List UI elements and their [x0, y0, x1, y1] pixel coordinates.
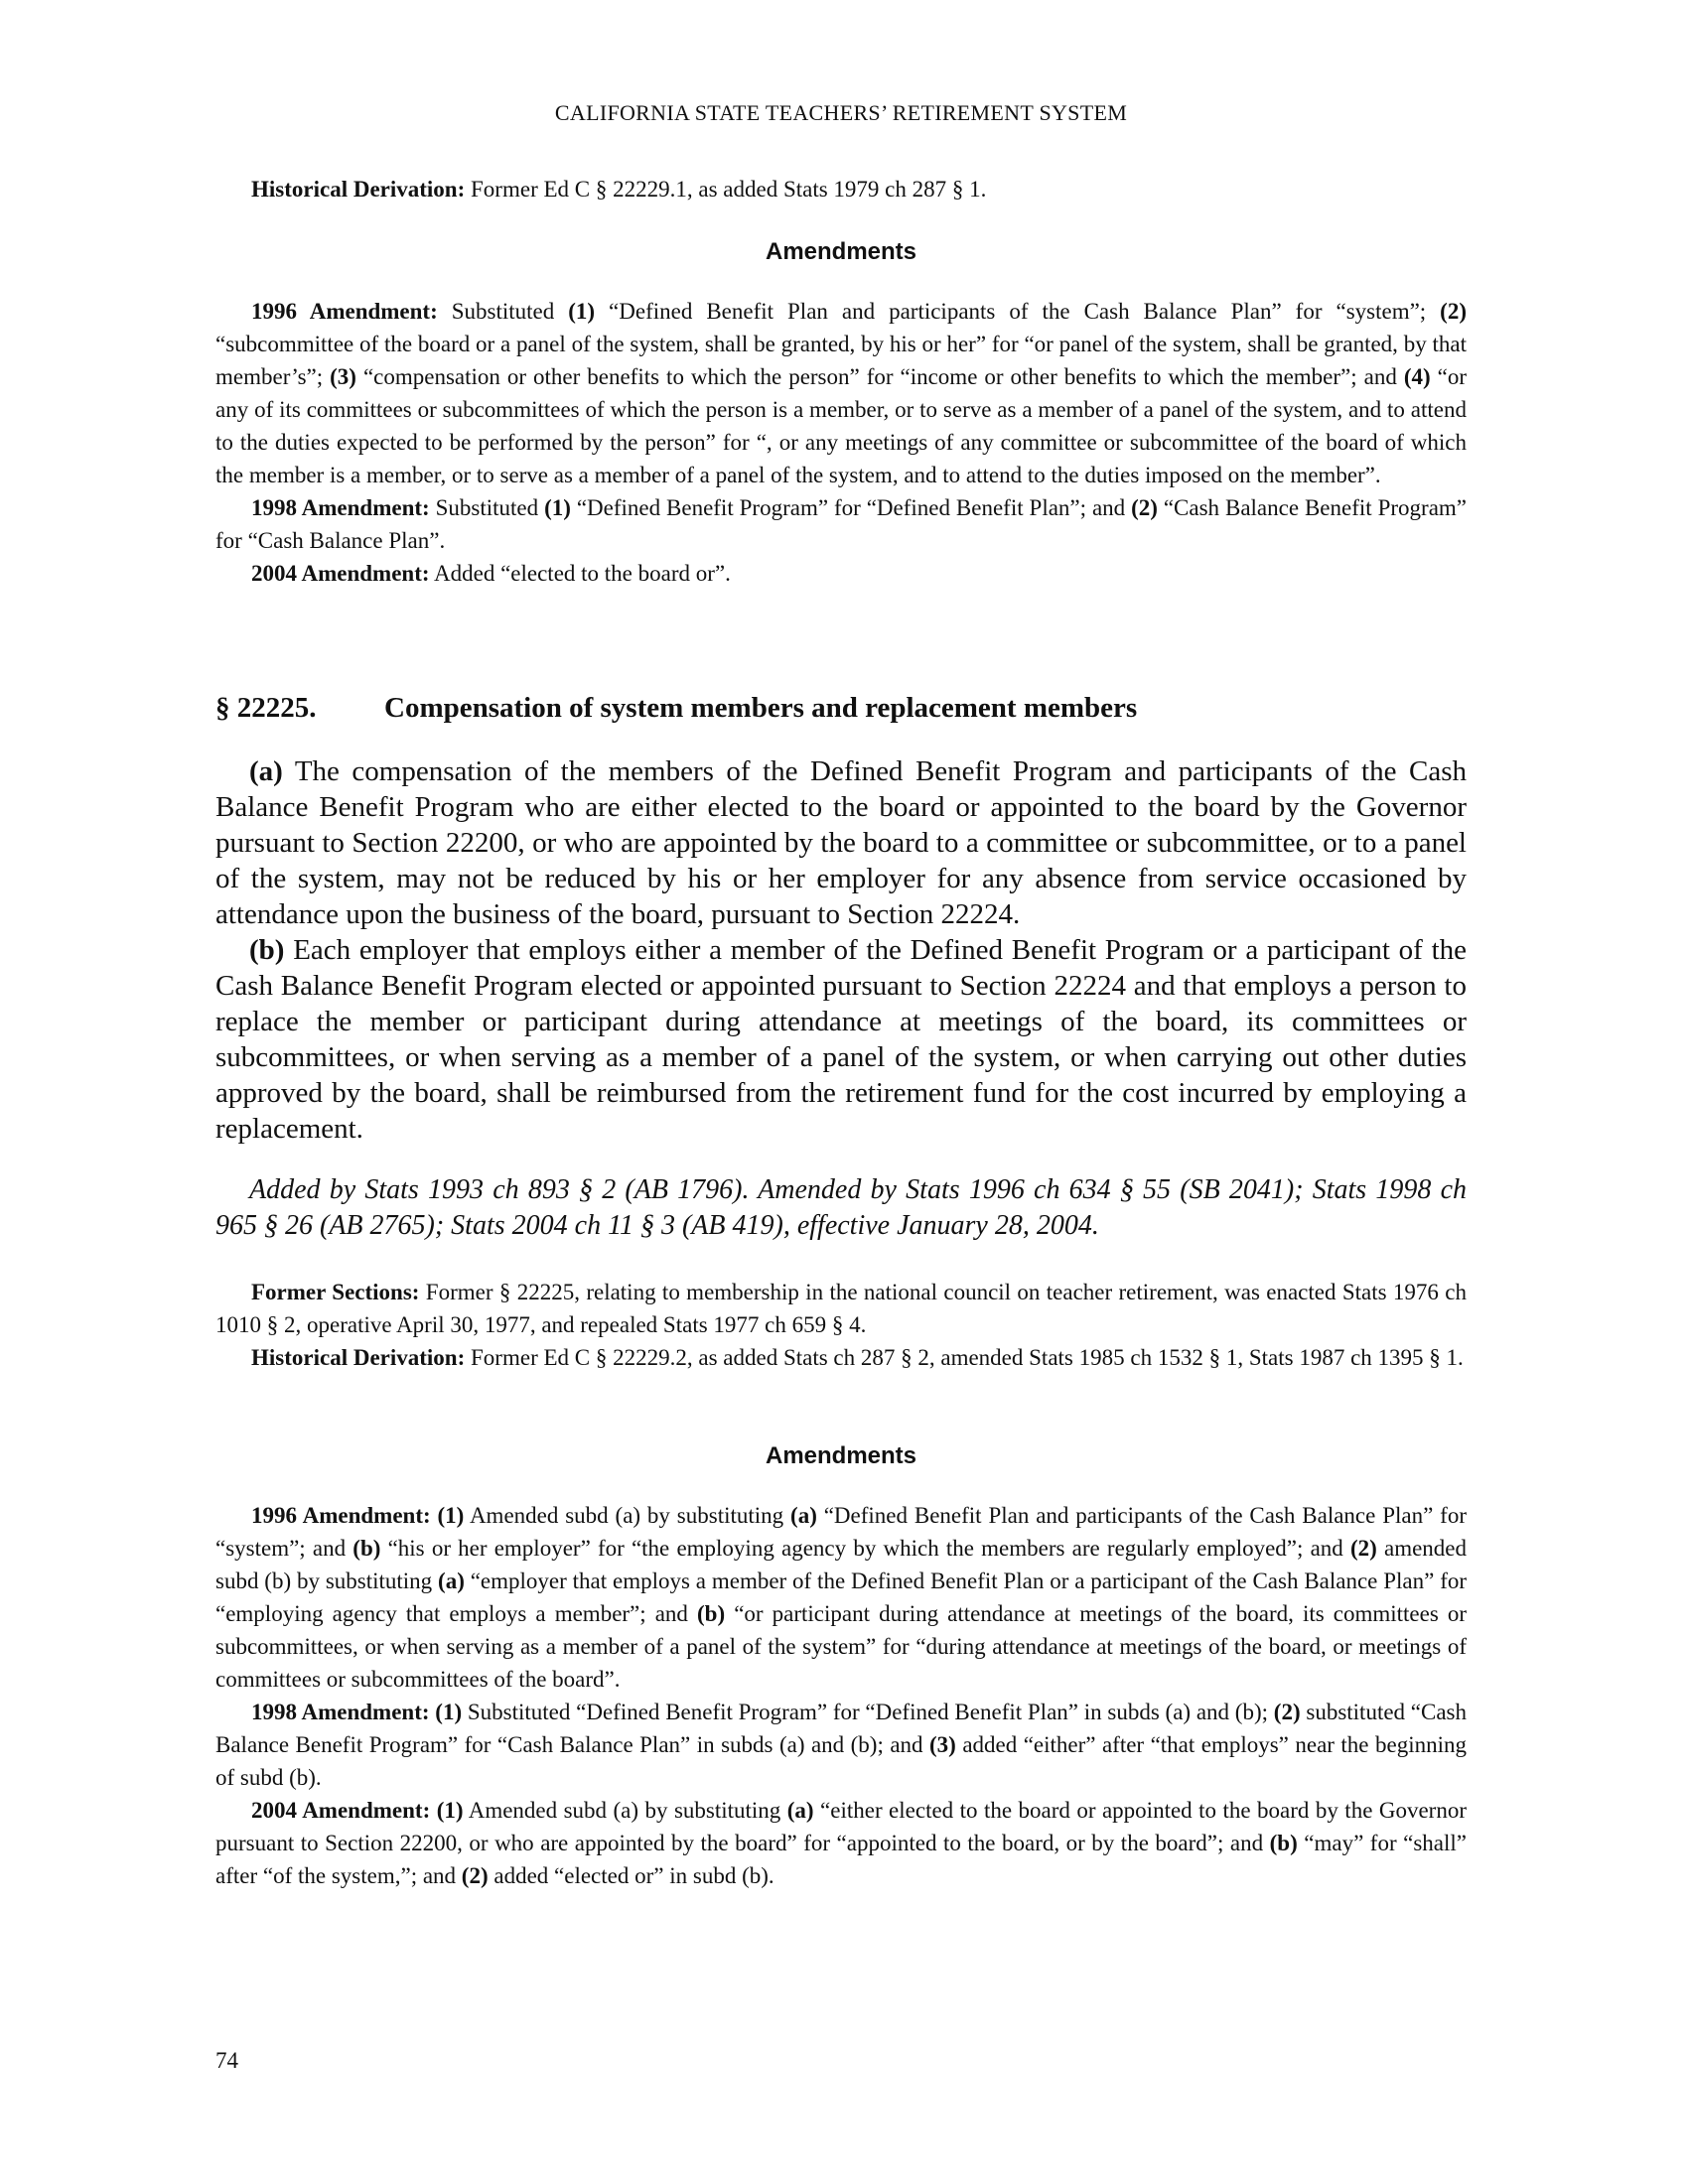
text-run: added “elected or” in subd (b).: [488, 1863, 774, 1888]
amendments-list: [215, 295, 1467, 590]
paragraph: [215, 1696, 1467, 1794]
paragraph: [215, 753, 1467, 932]
section-title: Compensation of system members and replacement members: [384, 692, 1138, 724]
text-run: “his or her employer” for “the employing agency by which the members are regularly employed”; and: [380, 1536, 1350, 1561]
paragraph: [215, 295, 1467, 491]
bold-run: (3): [929, 1732, 956, 1757]
amendments-list: [215, 1499, 1467, 1892]
former-sections-notes: [215, 1276, 1467, 1374]
section-heading: [215, 692, 1467, 725]
bold-run: 2004 Amendment:: [251, 561, 430, 586]
bold-run: (a): [249, 755, 283, 787]
running-head: CALIFORNIA STATE TEACHERS’ RETIREMENT SYSTEM: [554, 100, 1128, 125]
text-run: “may” for “shall” after “of the system,”; and: [215, 1831, 1467, 1888]
bold-run: (1): [568, 299, 596, 324]
statute-text: [215, 753, 1467, 1147]
text-run: Amended subd (a) by substituting: [463, 1798, 787, 1823]
text-run: “or any of its committees or subcommittees of which the person is a member, or to serve as a member of a panel of the system, and to attend to the duties expected to be performed by the person” for “, or any meetings of any committee or subcommittee of the board of which the member is a member, or to serve as a member of a panel of the system, and to attend to the duties imposed on the member”.: [215, 364, 1468, 487]
historical-derivation-label: Historical Derivation:: [251, 177, 466, 202]
paragraph: [215, 1341, 1467, 1374]
text-run: “subcommittee of the board or a panel of the system, shall be granted, by his or her” for “or panel of the system, shall be granted, by that member’s”;: [215, 332, 1467, 389]
bold-run: (b): [352, 1536, 381, 1561]
text-run: Amended subd (a) by substituting: [464, 1503, 791, 1528]
text-run: “Defined Benefit Plan and participants of the Cash Balance Plan” for “system”;: [595, 299, 1441, 324]
historical-derivation-note: [215, 173, 1467, 205]
text-run: [431, 1503, 438, 1528]
bold-run: 1996 Amendment:: [251, 299, 438, 324]
added-by-note: Added by Stats 1993 ch 893 § 2 (AB 1796). Amended by Stats 1996 ch 634 § 55 (SB 2041); Stats 1998 ch 965 § 26 (AB 2765); Stats 2004 ch 11 § 3 (AB 419), effective January 28, 2004.: [215, 1174, 1467, 1241]
paragraph: [215, 491, 1467, 557]
text-run: “compensation or other benefits to which the person” for “income or other benefits to which the member”; and: [355, 364, 1404, 389]
text-run: Each employer that employs either a member of the Defined Benefit Program or a participant of the Cash Balance Benefit Program elected or appointed pursuant to Section 22224 and that employs a person to replace the member or participant during attendance at meetings of the board, its committees or subcommittees, or when serving as a member of a panel of the system, or when carrying out other duties approved by the board, shall be reimbursed from the retirement fund for the cost incurred by employing a replacement.: [215, 934, 1467, 1145]
bold-run: (4): [1403, 364, 1431, 389]
text-run: “Cash Balance Benefit Program” for “Cash Balance Plan”.: [215, 495, 1467, 553]
bold-run: (a): [786, 1798, 814, 1823]
bold-run: Former Sections:: [251, 1280, 420, 1304]
text-run: Added “elected to the board or”.: [429, 561, 731, 586]
bold-run: (b): [1269, 1831, 1298, 1855]
text-run: “either elected to the board or appointed to the board by the Governor pursuant to Section 22200, or who are appointed by the board” for “appointed to the board, or by the board”; and: [215, 1798, 1468, 1855]
bold-run: (b): [697, 1601, 726, 1626]
text-run: “or participant during attendance at meetings of the board, its committees or subcommittees, or when serving as a member of a panel of the system” for “during attendance at meetings of the board, or meetings of committees or subcommittees of the board”.: [215, 1601, 1468, 1692]
text-run: Substituted: [429, 495, 545, 520]
bold-run: (2): [1131, 495, 1158, 520]
bold-run: (a): [438, 1569, 465, 1593]
text-run: Substituted: [437, 299, 569, 324]
bold-run: (1): [544, 495, 571, 520]
paragraph: [215, 1276, 1467, 1341]
text-run: “employer that employs a member of the Defined Benefit Plan or a participant of the Cash Balance Plan” for “employing agency that employs a member”; and: [215, 1569, 1468, 1626]
bold-run: (2): [1440, 299, 1467, 324]
text-run: “Defined Benefit Plan and participants of the Cash Balance Plan” for “system”; and: [215, 1503, 1468, 1561]
bold-run: (1): [435, 1700, 463, 1724]
paragraph: [215, 1794, 1467, 1892]
amendments-heading: Amendments: [765, 238, 917, 265]
page-number: 74: [215, 2048, 238, 2073]
text-run: “Defined Benefit Program” for “Defined Benefit Plan”; and: [570, 495, 1132, 520]
historical-derivation-text: Former Ed C § 22229.1, as added Stats 1979 ch 287 § 1.: [465, 177, 987, 202]
paragraph: [215, 557, 1467, 590]
text-run: Former Ed C § 22229.2, as added Stats ch 287 § 2, amended Stats 1985 ch 1532 § 1, Stats 1987 ch 1395 § 1.: [465, 1345, 1464, 1370]
bold-run: (b): [249, 934, 285, 966]
bold-run: (1): [436, 1798, 464, 1823]
bold-run: (2): [1273, 1700, 1301, 1724]
section-number: § 22225.: [215, 692, 317, 724]
amendments-heading: Amendments: [765, 1442, 917, 1469]
paragraph: [215, 1499, 1467, 1696]
bold-run: Historical Derivation:: [251, 1345, 466, 1370]
bold-run: 2004 Amendment:: [251, 1798, 431, 1823]
bold-run: 1998 Amendment:: [251, 495, 430, 520]
bold-run: 1996 Amendment:: [251, 1503, 431, 1528]
text-run: added “either” after “that employs” near the beginning of subd (b).: [215, 1732, 1467, 1790]
text-run: substituted “Cash Balance Benefit Program” for “Cash Balance Plan” in subds (a) and (b); and: [215, 1700, 1468, 1757]
bold-run: (2): [461, 1863, 489, 1888]
text-run: Former § 22225, relating to membership in the national council on teacher retirement, was enacted Stats 1976 ch 1010 § 2, operative April 30, 1977, and repealed Stats 1977 ch 659 § 4.: [215, 1280, 1467, 1337]
bold-run: 1998 Amendment:: [251, 1700, 430, 1724]
paragraph: [215, 932, 1467, 1147]
text-run: The compensation of the members of the Defined Benefit Program and participants of the Cash Balance Benefit Program who are either elected to the board or appointed to the board by the Governor pursuant to Section 22200, or who are appointed by the board to a committee or subcommittee, or to a panel of the system, may not be reduced by his or her employer for any absence from service occasioned by attendance upon the business of the board, pursuant to Section 22224.: [215, 755, 1467, 930]
text-run: amended subd (b) by substituting: [215, 1536, 1468, 1593]
bold-run: (a): [790, 1503, 817, 1528]
bold-run: (1): [437, 1503, 465, 1528]
bold-run: (3): [330, 364, 356, 389]
text-run: Substituted “Defined Benefit Program” for “Defined Benefit Plan” in subds (a) and (b);: [462, 1700, 1274, 1724]
bold-run: (2): [1349, 1536, 1377, 1561]
